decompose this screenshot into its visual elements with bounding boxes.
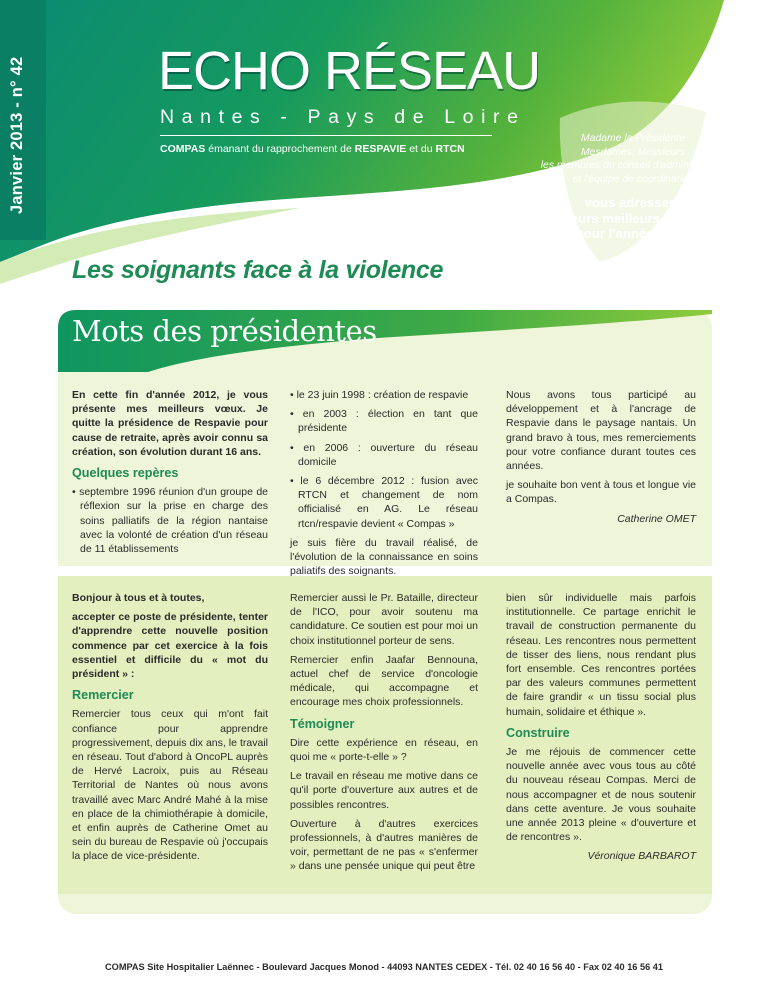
wishes-line-3: les membres du conseil d'administration [540,160,726,171]
wishes-line-1: Madame la Présidente [581,133,685,144]
tagline-rtcn: RTCN [435,143,465,155]
bottom-intro: accepter ce poste de présidente, tenter d'apprendre cette nouvelle position commence par cet exercice à la fois essentiel et difficile du « mot du président » : [72,611,268,681]
top-col3-paragraph-2: je souhaite bon vent à tous et longue vie a Compas. [506,479,696,506]
top-column-2 [290,388,478,583]
top-column-3 [506,388,696,531]
list-item: • septembre 1996 réunion d'un groupe de réflexion sur la prise en charge des soins palliatifs de la région nantaise avec la volonté de création d'un réseau de 11 établissements [72,486,268,556]
section-title: Mots des présidentes [72,314,377,348]
top-intro: En cette fin d'année 2012, je vous présente mes meilleurs vœux. Je quitte la présidence de Respavie pour cause de retraite, après avoir connu sa création, son évolution durant 16 ans. [72,389,268,458]
bottom-col2-paragraph-3: Dire cette expérience en réseau, en quoi me « porte-t-elle » ? [290,736,478,764]
bottom-col3-paragraph-2: Je me réjouis de commencer cette nouvelle année avec vous tous au côté du nouveau réseau Compas. Merci de nous accompagner et de nous soutenir dans cette aventure. Je vous souhaite une année 2013 pleine « d'ouverture et de rencontres ». [506,746,696,844]
bottom-col1-paragraph: Remercier tous ceux qui m'ont fait confiance pour apprendre progressivement, depuis dix ans, le travail en réseau. Tout d'abord à OncoPL auprès de Hervé Lacroix, puis au Réseau Territorial de Nantes où nous avons travaillé avec Marc André Mahé à la mise en place de la chimiothérapie à domicile, et enfin auprès de Catherine Omet au sein du bureau de Respavie où j'occupais la place de vice-présidente. [72,708,268,863]
wishes-block [533,132,733,242]
list-item: • en 2003 : élection en tant que présidente [290,408,478,435]
signature-barbarot: Véronique BARBAROT [587,850,696,863]
signature-omet: Catherine OMET [617,512,696,525]
bottom-column-3 [506,591,696,869]
heading-reperes: Quelques repères [72,466,179,481]
footer-address: COMPAS Site Hospitalier Laënnec - Boulevard Jacques Monod - 44093 NANTES CEDEX - Tél. 02 40 16 56 40 - Fax 02 40 16 56 41 [105,962,663,972]
bottom-col2-paragraph-5: Ouverture à d'autres exercices professionnels, à d'autres manières de voir, permettant de ne pas « s'enfermer » dans une pensée unique qui peut être [290,817,478,873]
heading-remercier: Remercier [72,688,134,703]
tagline [160,143,465,155]
bottom-column-2 [290,591,478,879]
tagline-respavie: RESPAVIE [354,143,407,155]
heading-temoigner: Témoigner [290,716,355,731]
top-col2-paragraph: je suis fière du travail réalisé, de l'évolution de la connaissance en soins paliatifs des soignants. [290,536,478,578]
wishes-line-4: et l'équipe de coordination [572,173,694,185]
subtitle-rule [160,135,492,136]
issue-label: Janvier 2013 - n° 42 [8,56,26,214]
list-item: • en 2006 : ouverture du réseau domicile [290,441,478,468]
bottom-col2-paragraph-2: Remercier enfin Jaafar Bennouna, actuel chef de service d'oncologie médicale, qui accompagne et encourage mes choix professionnels. [290,653,478,709]
newsletter-subtitle: Nantes - Pays de Loire [160,106,526,128]
tagline-text2: et du [406,143,436,155]
list-item: • le 23 juin 1998 : création de respavie [290,389,469,401]
list-item: • le 6 décembre 2012 : fusion avec RTCN et changement de nom officialisé en AG. Le réseau rtcn/respavie devient « Compas » [290,475,478,530]
bottom-col3-paragraph-1: bien sûr individuelle mais parfois institutionnelle. Ce partage enrichit le travail de construction permanente du réseau. Les rencontres nous permettent de tisser des liens, nous rendant plus fort ensemble. Ces rencontres portées par des valeurs communes permettent de faire grandir « un tissu social plus humain, solidaire et éthique ». [506,592,696,718]
tagline-compas: COMPAS [160,143,206,155]
top-column-1 [72,388,268,561]
bottom-col2-paragraph-4: Le travail en réseau me motive dans ce qu'il porte d'ouverture aux autres et de possibles rencontres. [290,770,478,811]
wishes-bold-2: leurs meilleurs vœux [567,210,699,226]
bottom-column-1 [72,591,268,869]
heading-construire: Construire [506,725,570,740]
wishes-line-2: Mesdames, Messieurs [581,146,685,158]
greeting: Bonjour à tous et à toutes, [72,592,205,604]
wishes-bold-1: vous adressent [584,195,682,210]
wishes-bold-3: pour l'année 2013. [575,226,691,241]
tagline-text1: émanant du rapprochement de [205,143,355,155]
top-col3-paragraph-1: Nous avons tous participé au développement et à l'ancrage de Respavie dans le paysage nantais. Un grand bravo à tous, mes remerciements pour votre confiance durant toutes ces années. [506,389,696,473]
headline: Les soignants face à la violence [72,256,444,284]
newsletter-title: ECHO RÉSEAU [158,41,541,101]
bottom-col2-paragraph-1: Remercier aussi le Pr. Bataille, directeur de l'ICO, pour avoir soutenu ma candidature. Ce soutien est pour moi un choix institutionnel porteur de sens. [290,592,478,647]
